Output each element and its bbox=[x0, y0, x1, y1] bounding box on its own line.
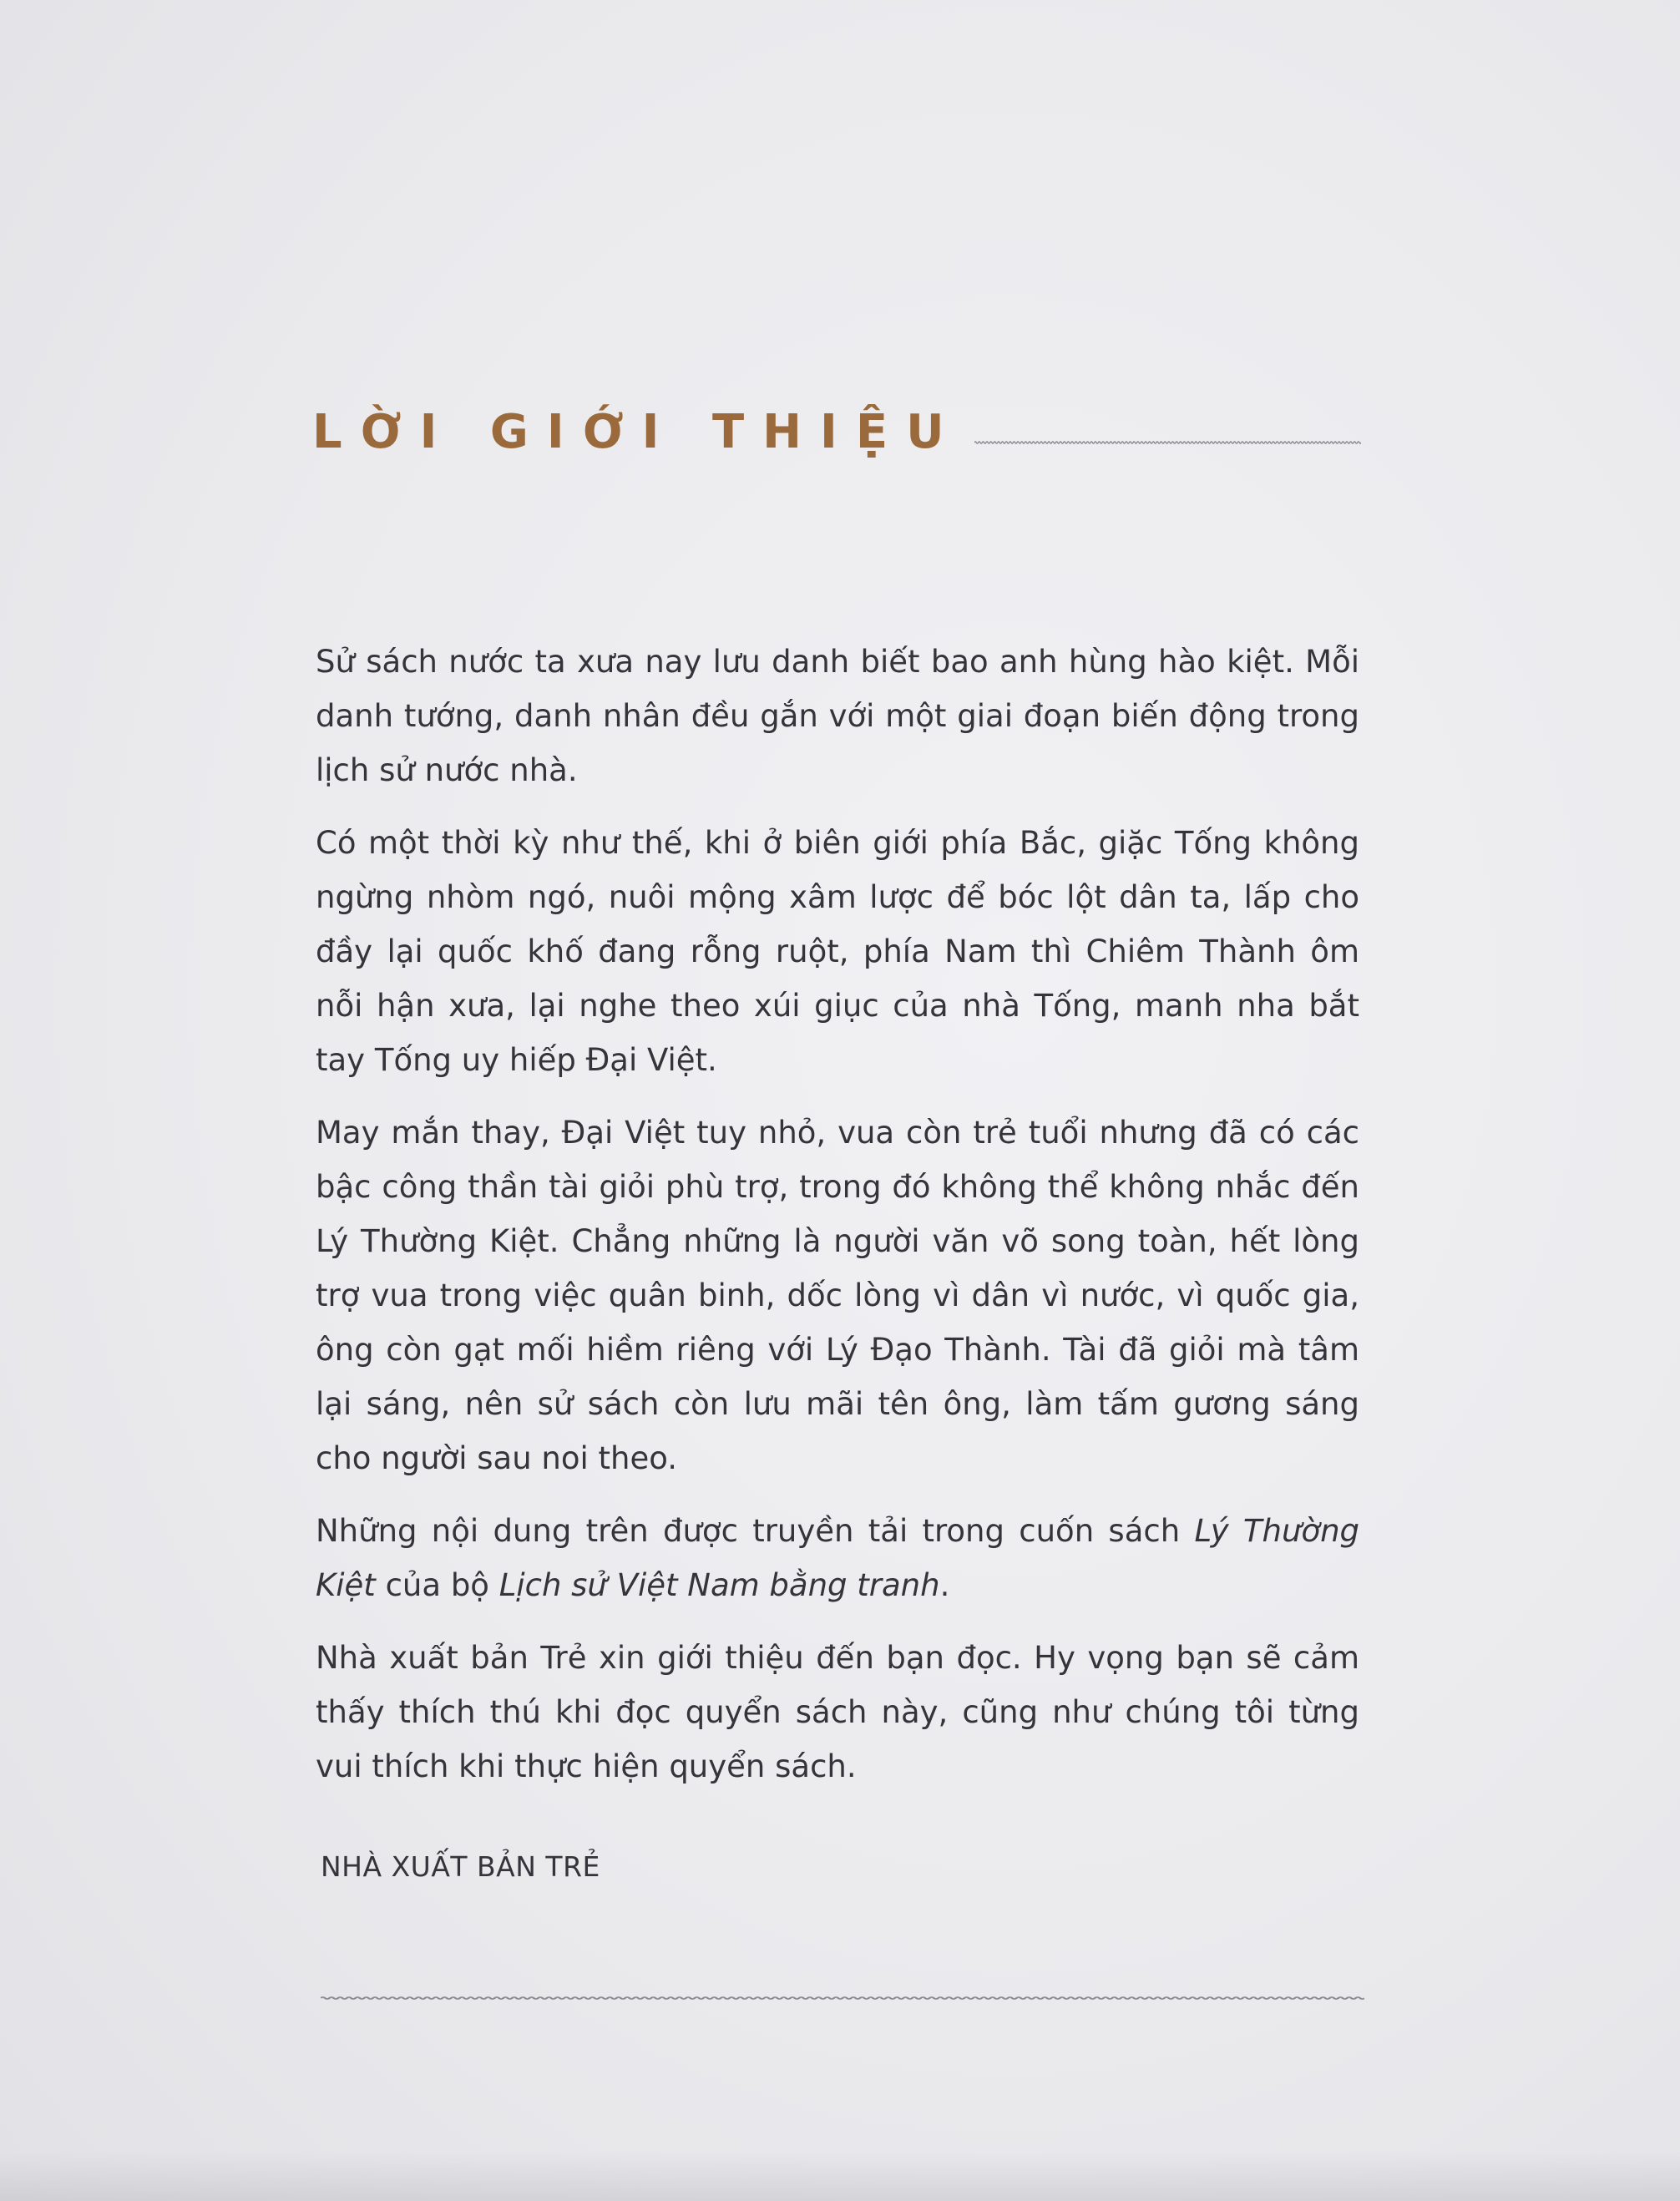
paragraph-4-part-2: của bộ bbox=[375, 1567, 499, 1603]
paragraph-4-part-1: Những nội dung trên được truyền tải trong cuốn sách bbox=[316, 1513, 1195, 1549]
heading-row bbox=[312, 399, 1361, 466]
heading-wave-divider bbox=[974, 437, 1361, 448]
paragraph-2: Có một thời kỳ như thế, khi ở biên giới phía Bắc, giặc Tống không ngừng nhòm ngó, nuôi mộng xâm lược để bóc lột dân ta, lấp cho đầy lại quốc khố đang rỗng ruột, phía Nam thì Chiêm Thành ôm nỗi hận xưa, lại nghe theo xúi giục của nhà Tống, manh nha bắt tay Tống uy hiếp Đại Việt. bbox=[316, 825, 1359, 1078]
page-edge-shadow bbox=[0, 2151, 1680, 2201]
paragraph-5: Nhà xuất bản Trẻ xin giới thiệu đến bạn đọc. Hy vọng bạn sẽ cảm thấy thích thú khi đọc quyển sách này, cũng như chúng tôi từng vui thích khi thực hiện quyển sách. bbox=[316, 1640, 1359, 1784]
footer-wave-divider bbox=[321, 1992, 1364, 2004]
paragraph-1: Sử sách nước ta xưa nay lưu danh biết bao anh hùng hào kiệt. Mỗi danh tướng, danh nhân đều gắn với một giai đoạn biến động trong lịch sử nước nhà. bbox=[316, 644, 1359, 788]
paragraph-3: May mắn thay, Đại Việt tuy nhỏ, vua còn trẻ tuổi nhưng đã có các bậc công thần tài giỏi phù trợ, trong đó không thể không nhắc đến Lý Thường Kiệt. Chẳng những là người văn võ song toàn, hết lòng trợ vua trong việc quân binh, dốc lòng vì dân vì nước, vì quốc gia, ông còn gạt mối hiềm riêng với Lý Đạo Thành. Tài đã giỏi mà tâm lại sáng, nên sử sách còn lưu mãi tên ông, làm tấm gương sáng cho người sau noi theo. bbox=[316, 1115, 1359, 1476]
series-title: Lịch sử Việt Nam bằng tranh bbox=[498, 1567, 940, 1603]
page-title: LỜI GIỚI THIỆU bbox=[312, 405, 963, 459]
book-title: Lý Thường Kiệt bbox=[316, 1513, 1360, 1603]
paragraph-4 bbox=[316, 1504, 1359, 1612]
paragraph-4-part-3: . bbox=[939, 1567, 950, 1603]
publisher-signature: NHÀ XUẤT BẢN TRẺ bbox=[321, 1850, 600, 1883]
intro-body bbox=[316, 635, 1359, 1812]
